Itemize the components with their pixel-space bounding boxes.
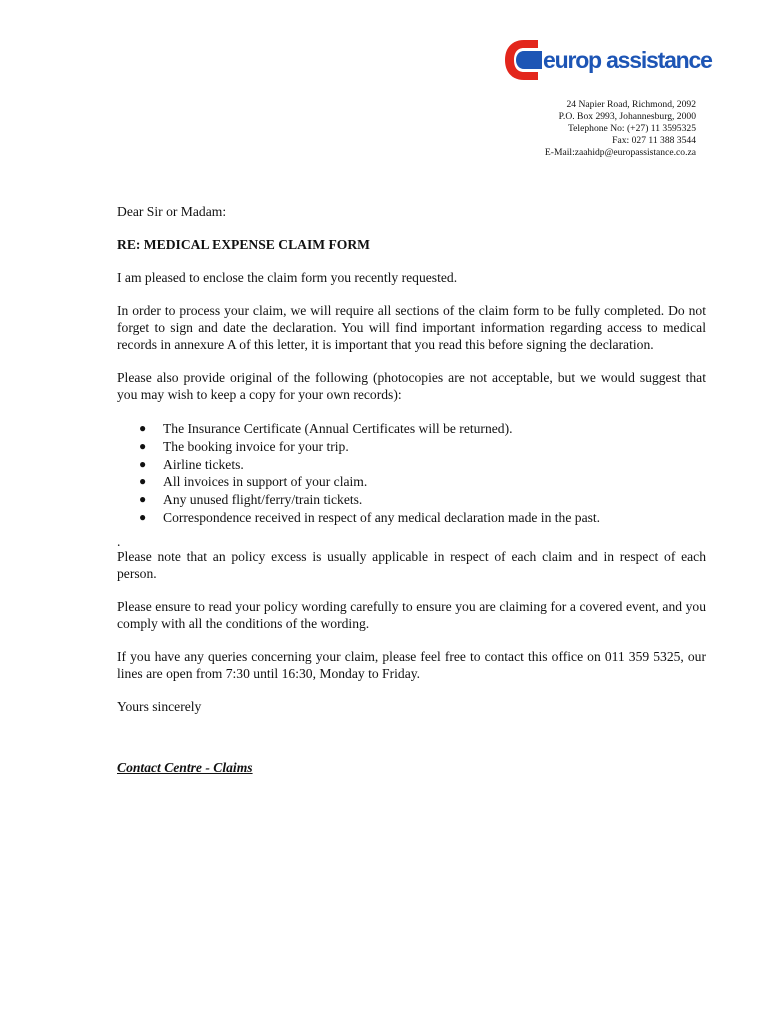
process-paragraph: In order to process your claim, we will require all sections of the claim form to be fully completed. Do not forget to sign and date the declaration. You will find important information regarding access to medical records in annexure A of this letter, it is important that you read this before signing the declaration.	[117, 303, 706, 352]
list-item: ● The Insurance Certificate (Annual Certificates will be returned).	[139, 421, 513, 436]
logo-wordmark: europ assistance	[543, 47, 712, 73]
stray-dot: .	[117, 533, 121, 549]
letter-body	[117, 203, 706, 776]
list-item: ● Correspondence received in respect of any medical declaration made in the past.	[139, 509, 601, 525]
bullet-icon: ●	[139, 438, 147, 453]
address-telephone: Telephone No: (+27) 11 3595325	[567, 123, 696, 135]
bullet-icon: ●	[139, 456, 147, 471]
closing: Yours sincerely	[117, 698, 202, 714]
company-address	[545, 99, 696, 159]
address-street: 24 Napier Road, Richmond, 2092	[566, 99, 696, 110]
list-item: ● Airline tickets.	[139, 456, 244, 472]
bullet-icon: ●	[139, 492, 147, 507]
address-po-box: P.O. Box 2993, Johannesburg, 2000	[558, 111, 696, 123]
europ-assistance-logo	[504, 38, 712, 84]
signature-contact-centre: Contact Centre - Claims	[117, 759, 253, 775]
subject-line: RE: MEDICAL EXPENSE CLAIM FORM	[117, 237, 371, 252]
list-item: ● Any unused flight/ferry/train tickets.	[139, 492, 363, 508]
queries-paragraph: If you have any queries concerning your claim, please feel free to contact this office on 011 359 5325, our lines are open from 7:30 until 16:30, Monday to Friday.	[117, 648, 706, 681]
address-fax: Fax: 027 11 388 3544	[612, 135, 696, 147]
intro-paragraph: I am pleased to enclose the claim form you recently requested.	[117, 270, 458, 285]
required-documents-list	[117, 420, 706, 527]
bullet-icon: ●	[139, 474, 147, 489]
list-item: ● All invoices in support of your claim.	[139, 474, 368, 490]
excess-paragraph: Please note that an policy excess is usually applicable in respect of each claim and in respect of each person.	[117, 548, 706, 581]
bullet-icon: ●	[139, 509, 147, 524]
bullet-icon: ●	[139, 421, 147, 435]
wording-paragraph: Please ensure to read your policy wording carefully to ensure you are claiming for a covered event, and you comply with all the conditions of the wording.	[117, 598, 706, 631]
originals-paragraph: Please also provide original of the following (photocopies are not acceptable, but we would suggest that you may wish to keep a copy for your own records):	[117, 370, 706, 402]
logo-mark-icon	[504, 38, 544, 82]
salutation: Dear Sir or Madam:	[117, 204, 227, 219]
address-email: E-Mail:zaahidp@europassistance.co.za	[544, 147, 696, 159]
list-item: ● The booking invoice for your trip.	[139, 438, 349, 454]
